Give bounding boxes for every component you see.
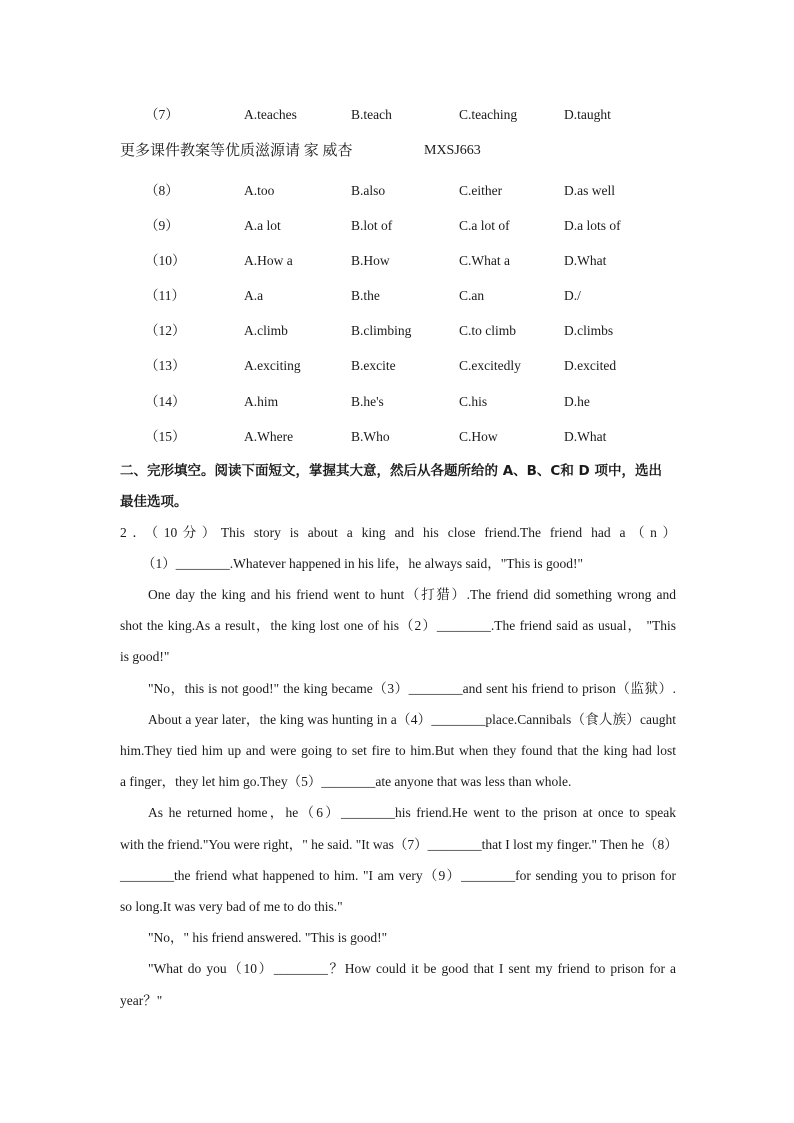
question-number: （7） <box>145 107 179 122</box>
section-heading-line-1: 二、完形填空。阅读下面短文，掌握其大意，然后从各题所给的 A、B、C和 D 项中，选出 <box>120 463 662 479</box>
option-d: D.excited <box>564 358 617 373</box>
option-c: C.his <box>459 394 488 409</box>
promo-line <box>120 140 481 162</box>
question-number: （12） <box>145 323 186 338</box>
option-c: C.What a <box>459 253 510 268</box>
option-a: A.Where <box>244 429 294 444</box>
question-number: （9） <box>145 218 179 233</box>
option-d: D.climbs <box>564 323 614 338</box>
option-row-7 <box>0 104 794 126</box>
question-number: （10） <box>145 253 186 268</box>
option-c: C.an <box>459 288 485 303</box>
option-c: C.either <box>459 183 503 198</box>
option-a: A.climb <box>244 323 288 338</box>
option-a: A.too <box>244 183 275 198</box>
option-c: C.excitedly <box>459 358 521 373</box>
section-heading-line-2: 最佳选项。 <box>120 494 188 510</box>
passage-line: a finger，they let him go.They（5）________ate anyone that was less than whole. <box>120 774 572 789</box>
option-b: B.climbing <box>351 323 412 338</box>
option-row-11 <box>0 285 794 307</box>
option-a: A.a lot <box>244 218 281 233</box>
option-b: B.teach <box>351 107 392 122</box>
option-b: B.How <box>351 253 390 268</box>
passage-line: （1）________.Whatever happened in his life，he always said，"This is good!" <box>142 556 584 571</box>
option-c: C.to climb <box>459 323 516 338</box>
option-a: A.How a <box>244 253 293 268</box>
option-c: C.a lot of <box>459 218 510 233</box>
passage-line: "What do you（10）________？How could it be good that I sent my friend to prison for a <box>148 961 676 976</box>
question-number: （15） <box>145 429 186 444</box>
option-row-8 <box>0 180 794 202</box>
option-d: D.a lots of <box>564 218 621 233</box>
option-b: B.also <box>351 183 386 198</box>
option-a: A.a <box>244 288 264 303</box>
option-a: A.teaches <box>244 107 297 122</box>
option-d: D.What <box>564 253 607 268</box>
option-row-12 <box>0 320 794 342</box>
passage-line: "No，" his friend answered. "This is good!" <box>148 930 388 945</box>
option-row-15 <box>0 426 794 448</box>
question-number: （11） <box>145 288 185 303</box>
option-b: B.excite <box>351 358 396 373</box>
passage-line: "No，this is not good!" the king became（3）________and sent his friend to prison（监狱）. <box>148 681 676 696</box>
option-d: D./ <box>564 288 581 303</box>
option-d: D.as well <box>564 183 615 198</box>
option-b: B.lot of <box>351 218 393 233</box>
option-row-10 <box>0 250 794 272</box>
passage-line: As he returned home，he（6）________his friend.He went to the prison at once to speak <box>148 805 676 820</box>
option-d: D.he <box>564 394 590 409</box>
passage-line: him.They tied him up and were going to set fire to him.But when they found that the king had lost <box>120 743 676 758</box>
passage-line: One day the king and his friend went to hunt（打猎）.The friend did something wrong and <box>148 587 676 602</box>
promo-code: MXSJ663 <box>424 143 481 158</box>
passage-line: shot the king.As a result，the king lost one of his（2）________.The friend said as usual， "This <box>120 618 676 633</box>
question-header: 2．（10分）This story is about a king and his close friend.The friend had a（n） <box>120 525 676 540</box>
option-c: C.teaching <box>459 107 518 122</box>
option-a: A.him <box>244 394 279 409</box>
option-a: A.exciting <box>244 358 301 373</box>
passage-line: with the friend."You were right，" he said. "It was（7）________that I lost my finger." Then he（8） <box>120 837 678 852</box>
question-number: （8） <box>145 183 179 198</box>
option-b: B.he's <box>351 394 384 409</box>
section-heading <box>120 456 680 518</box>
option-d: D.What <box>564 429 607 444</box>
option-row-13 <box>0 355 794 377</box>
option-row-9 <box>0 215 794 237</box>
passage-line: so long.It was very bad of me to do this." <box>120 899 343 914</box>
option-d: D.taught <box>564 107 611 122</box>
promo-text: 更多课件教案等优质滋源请 家 威杏 <box>120 143 353 159</box>
option-b: B.Who <box>351 429 390 444</box>
passage-line: ________the friend what happened to him. "I am very（9）________for sending you to prison for <box>120 868 676 883</box>
passage-line: year？" <box>120 993 163 1008</box>
question-number: （13） <box>145 358 186 373</box>
option-b: B.the <box>351 288 380 303</box>
option-row-14 <box>0 391 794 413</box>
question-number: （14） <box>145 394 186 409</box>
passage-line: About a year later，the king was hunting in a（4）________place.Cannibals（食人族）caught <box>148 712 676 727</box>
option-c: C.How <box>459 429 498 444</box>
passage-line: is good!" <box>120 649 170 664</box>
